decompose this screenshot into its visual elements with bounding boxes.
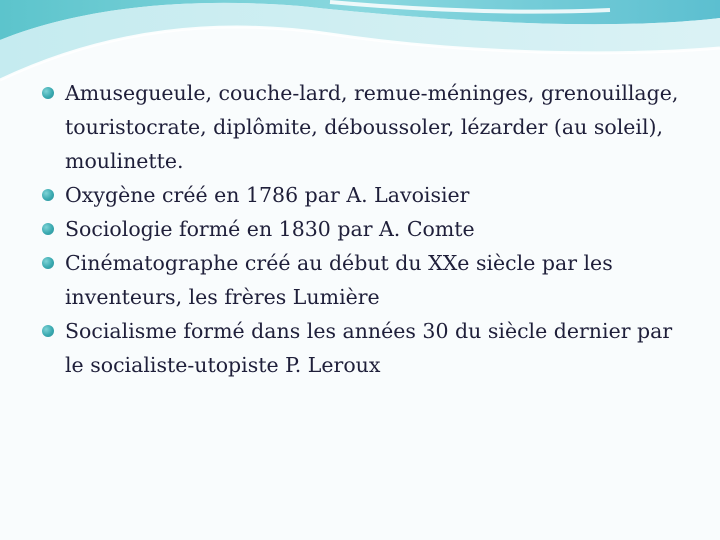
bullet-dot-icon <box>42 87 54 99</box>
bullet-dot-icon <box>42 257 54 269</box>
slide-body <box>40 76 690 382</box>
bullet-dot-icon <box>42 189 54 201</box>
bullet-text: Oxygène créé en 1786 par A. Lavoisier <box>65 183 470 207</box>
bullet-text: Sociologie formé en 1830 par A. Comte <box>65 217 475 241</box>
bullet-text: Cinématographe créé au début du XXe siècle par les inventeurs, les frères Lumière <box>65 251 613 309</box>
bullet-item <box>40 246 690 314</box>
bullet-list <box>40 76 690 382</box>
bullet-item <box>40 178 690 212</box>
bullet-text: Socialisme formé dans les années 30 du siècle dernier par le socialiste-utopiste P. Leroux <box>65 319 673 377</box>
bullet-dot-icon <box>42 223 54 235</box>
bullet-item <box>40 76 690 178</box>
bullet-dot-icon <box>42 325 54 337</box>
bullet-text: Amusegueule, couche-lard, remue-méninges, grenouillage, touristocrate, diplômite, déboussoler, lézarder (au soleil), moulinette. <box>65 81 679 173</box>
bullet-item <box>40 314 690 382</box>
bullet-item <box>40 212 690 246</box>
